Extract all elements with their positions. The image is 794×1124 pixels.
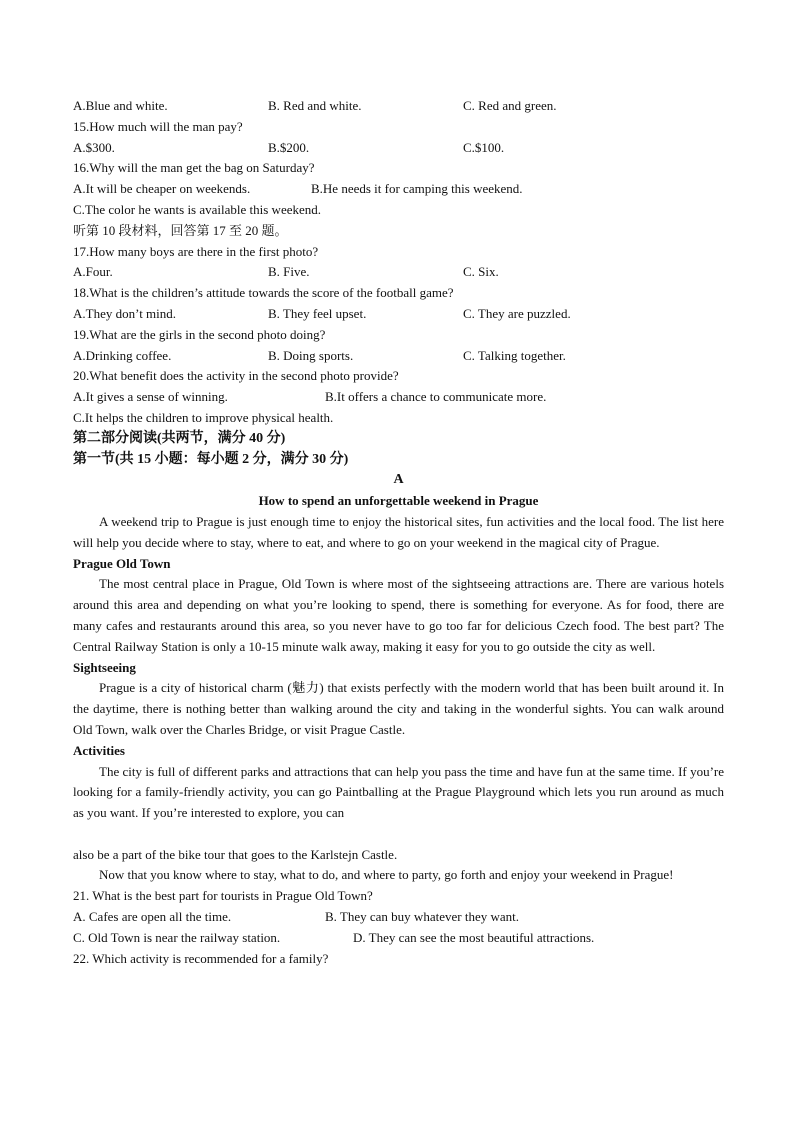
page-content — [73, 96, 724, 969]
q14-options — [73, 96, 724, 117]
heading-activities: Activities — [73, 742, 125, 758]
option-b: B.He needs it for camping this weekend. — [311, 181, 523, 197]
q20-options-ab — [73, 387, 724, 408]
passage-letter: A — [393, 472, 404, 488]
question-21: 21. What is the best part for tourists in Prague Old Town? — [73, 888, 373, 904]
q16-options-ab — [73, 179, 724, 200]
option-b: B. Red and white. — [268, 98, 362, 113]
option-a: A.Drinking coffee. — [73, 347, 172, 363]
heading-old-town: Prague Old Town — [73, 555, 171, 571]
q21-options-cd — [73, 928, 724, 949]
part-two-title: 第二部分阅读(共两节，满分 40 分) — [73, 430, 286, 446]
q19-options — [73, 346, 724, 367]
option-b: B. Five. — [268, 264, 310, 280]
option-b: B.$200. — [268, 139, 310, 155]
question-15: 15.How much will the man pay? — [73, 118, 243, 134]
option-b: B. They can buy whatever they want. — [325, 909, 519, 925]
option-d: D. They can see the most beautiful attractions. — [353, 929, 595, 945]
option-a: A. Cafes are open all the time. — [73, 909, 232, 925]
option-c: C.It helps the children to improve physical health. — [73, 409, 334, 425]
passage-10-instruction: 听第 10 段材料，回答第 17 至 20 题。 — [73, 222, 288, 238]
intro-paragraph: A weekend trip to Prague is just enough time to enjoy the historical sites, fun activities and the local food. The list here will help you decide where to stay, where to eat, and where to go on your weekend in the magical city of Prague. — [73, 513, 724, 550]
option-c: C. Red and green. — [463, 98, 557, 113]
sightseeing-paragraph: Prague is a city of historical charm (魅力) that exists perfectly with the modern world that has been built around it. In the daytime, there is nothing better than walking around the city and taking in the wonderful sights. You can walk around Old Town, walk over the Charles Bridge, or visit Prague Castle. — [73, 680, 724, 737]
option-c: C. They are puzzled. — [463, 305, 571, 321]
question-22: 22. Which activity is recommended for a family? — [73, 950, 329, 966]
activities-continuation: also be a part of the bike tour that goes to the Karlstejn Castle. — [73, 846, 398, 862]
section-one-title: 第一节(共 15 小题：每小题 2 分，满分 30 分) — [73, 451, 349, 467]
option-a: A.$300. — [73, 139, 115, 155]
question-18: 18.What is the children’s attitude towards the score of the football game? — [73, 285, 454, 301]
q21-options-ab — [73, 907, 724, 928]
activities-paragraph: The city is full of different parks and attractions that can help you pass the time and have fun at the same time. If you’re looking for a family-friendly activity, you can go Paintballing at the Prague Playground which lets you run around as much as you want. If you’re interested to explore, you can — [73, 763, 724, 821]
option-a: A.It gives a sense of winning. — [73, 389, 228, 405]
option-a: A.Blue and white. — [73, 98, 168, 113]
question-20: 20.What benefit does the activity in the second photo provide? — [73, 368, 399, 384]
option-c: C.$100. — [463, 139, 505, 155]
old-town-paragraph: The most central place in Prague, Old Town is where most of the sightseeing attractions are. There are various hotels around this area and depending on what you’re looking to spend, there is something for everyone. As for food, there are many cafes and restaurants around this area, so you never have to go too far for delicious Czech food. The best part? The Central Railway Station is only a 10-15 minute walk away, making it easy for you to go outside the city as well. — [73, 576, 724, 654]
option-c: C.The color he wants is available this weekend. — [73, 201, 322, 217]
option-c: C. Talking together. — [463, 347, 566, 363]
option-c: C. Six. — [463, 264, 499, 280]
question-17: 17.How many boys are there in the first photo? — [73, 243, 319, 259]
closing-paragraph: Now that you know where to stay, what to do, and where to party, go forth and enjoy your weekend in Prague! — [99, 867, 674, 883]
passage-title: How to spend an unforgettable weekend in Prague — [258, 493, 539, 509]
option-a: A.Four. — [73, 264, 113, 280]
q17-options — [73, 262, 724, 283]
option-a: A.They don’t mind. — [73, 305, 177, 321]
option-b: B. They feel upset. — [268, 305, 367, 321]
option-c: C. Old Town is near the railway station. — [73, 929, 281, 945]
question-16: 16.Why will the man get the bag on Saturday? — [73, 160, 315, 176]
q18-options — [73, 304, 724, 325]
option-b: B.It offers a chance to communicate more. — [325, 389, 547, 405]
option-a: A.It will be cheaper on weekends. — [73, 181, 251, 197]
q15-options — [73, 138, 724, 159]
heading-sightseeing: Sightseeing — [73, 659, 136, 675]
option-b: B. Doing sports. — [268, 347, 354, 363]
blank-gap — [73, 824, 724, 845]
question-19: 19.What are the girls in the second photo doing? — [73, 326, 326, 342]
